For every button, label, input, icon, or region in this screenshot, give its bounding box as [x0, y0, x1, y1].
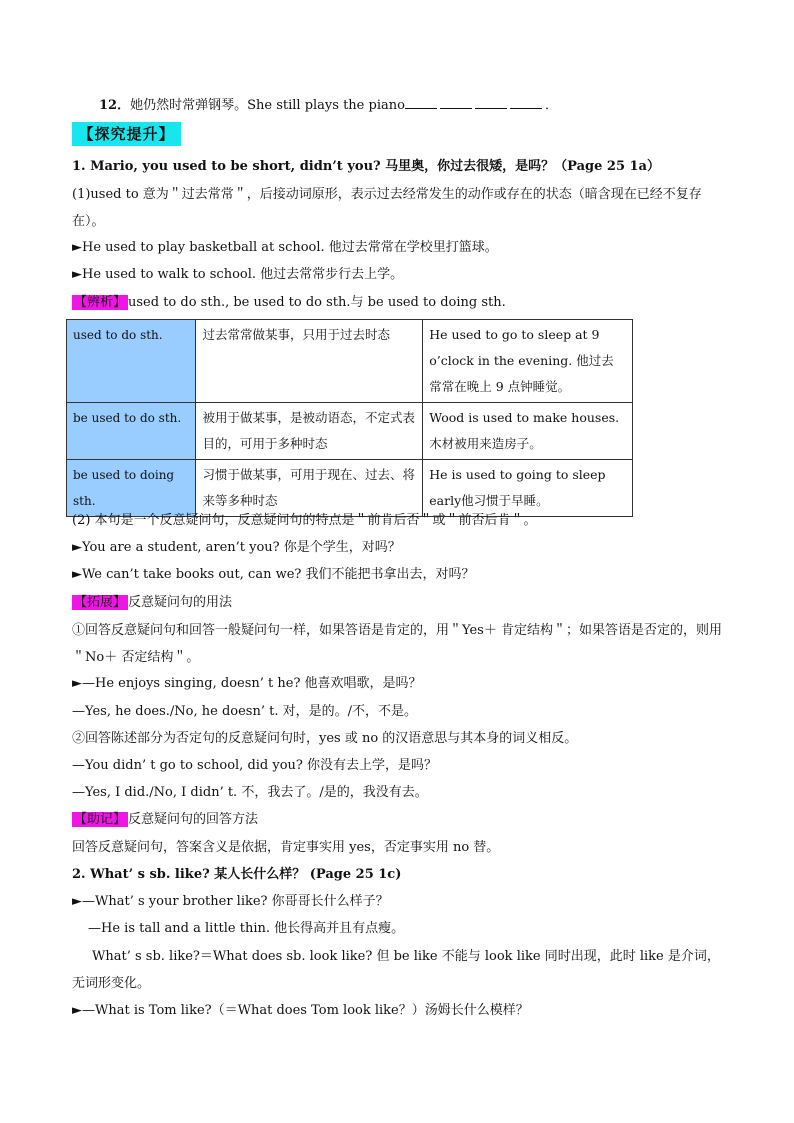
point-1-explanation: (1)used to 意为＂过去常常＂，后接动词原形，表示过去经常发生的动作或存在的状态（暗含现在已经不复存在）。: [72, 187, 702, 229]
tuozhan-line: [72, 594, 724, 612]
question-end: ．: [544, 98, 558, 113]
zhuji-body: 回答反意疑问句，答案含义是依据，肯定事实用 yes，否定事实用 no 替。: [72, 840, 500, 855]
answer-blank-3[interactable]: [475, 96, 507, 109]
bianxi-text: used to do sth., be used to do sth.与 be used to doing sth.: [128, 295, 506, 310]
example-sentence: ►He used to walk to school. 他过去常常步行去上学。: [72, 267, 404, 282]
table-example: He used to go to sleep at 9 o’clock in the evening. 他过去常常在晚上 9 点钟睡觉。: [423, 320, 633, 403]
table-example: Wood is used to make houses. 木材被用来造房子。: [423, 403, 633, 460]
example-sentence: ►He used to play basketball at school. 他过去常常在学校里打篮球。: [72, 240, 498, 255]
table-row: [67, 320, 633, 403]
table-term: be used to doing sth.: [67, 460, 196, 517]
answer-blank-2[interactable]: [440, 96, 472, 109]
bianxi-line: [72, 294, 724, 312]
table-row: [67, 460, 633, 517]
tuozhan-text: 反意疑问句的用法: [128, 595, 233, 610]
example-sentence: ►—What is Tom like?（＝What does Tom look like？）汤姆长什么模样？: [72, 1003, 529, 1018]
table-row: [67, 403, 633, 460]
question-12: [99, 96, 751, 115]
example-sentence: —Yes, I did./No, I didn’ t. 不，我去了。/是的，我没有去。: [72, 785, 428, 800]
table-example: He is used to going to sleep early他习惯于早睡。: [423, 460, 633, 517]
point-1-heading: 1. Mario, you used to be short, didn’t you? 马里奥，你过去很矮，是吗？（Page 25 1a）: [72, 159, 660, 174]
comparison-table: [66, 319, 633, 517]
zhuji-line: [72, 811, 724, 829]
answer-blank-4[interactable]: [510, 96, 542, 109]
point-2-heading: 2. What’ s sb. like? 某人长什么样？ (Page 25 1c): [72, 867, 402, 882]
example-sentence: ►—He enjoys singing, doesn’ t he? 他喜欢唱歌，是吗？: [72, 676, 422, 691]
example-sentence: ►—What’ s your brother like? 你哥哥长什么样子？: [72, 894, 389, 909]
table-term: be used to do sth.: [67, 403, 196, 460]
table-meaning: 过去常常做某事，只用于过去时态: [196, 320, 423, 403]
zhuji-text: 反意疑问句的回答方法: [128, 812, 259, 827]
zhuji-tag: 【助记】: [74, 812, 127, 827]
rule-2: ②回答陈述部分为否定句的反意疑问句时，yes 或 no 的汉语意思与其本身的词义相反。: [72, 731, 578, 746]
table-term: used to do sth.: [67, 320, 196, 403]
answer-blank-1[interactable]: [405, 96, 437, 109]
example-sentence: —You didn’ t go to school, did you? 你没有去上学，是吗？: [72, 758, 438, 773]
point-1-explanation-2: (2) 本句是一个反意疑问句，反意疑问句的特点是＂前肯后否＂或＂前否后肯＂。: [72, 513, 537, 528]
question-text: 她仍然时常弹钢琴。She still plays the piano: [130, 98, 405, 113]
tuozhan-tag: 【拓展】: [74, 595, 127, 610]
table-meaning: 习惯于做某事，可用于现在、过去、将来等多种时态: [196, 460, 423, 517]
example-sentence: ►You are a student, aren’t you? 你是个学生，对吗？: [72, 540, 401, 555]
rule-1: ①回答反意疑问句和回答一般疑问句一样，如果答语是肯定的，用＂Yes＋ 肯定结构＂；如果答语是否定的，则用＂No＋ 否定结构＂。: [72, 623, 722, 665]
example-sentence: —He is tall and a little thin. 他长得高并且有点瘦。: [88, 921, 405, 936]
table-meaning: 被用于做某事，是被动语态，不定式表目的，可用于多种时态: [196, 403, 423, 460]
section-header: 【探究提升】: [72, 122, 181, 146]
example-sentence: ►We can’t take books out, can we? 我们不能把书拿出去，对吗？: [72, 567, 475, 582]
bianxi-tag: 【辨析】: [74, 295, 127, 310]
question-number: 12．: [99, 98, 131, 113]
example-sentence: —Yes, he does./No, he doesn’ t. 对，是的。/不，不是。: [72, 704, 417, 719]
point-2-explanation: What’ s sb. like?＝What does sb. look like? 但 be like 不能与 look like 同时出现，此时 like 是介词，无词形变化。: [72, 949, 720, 991]
